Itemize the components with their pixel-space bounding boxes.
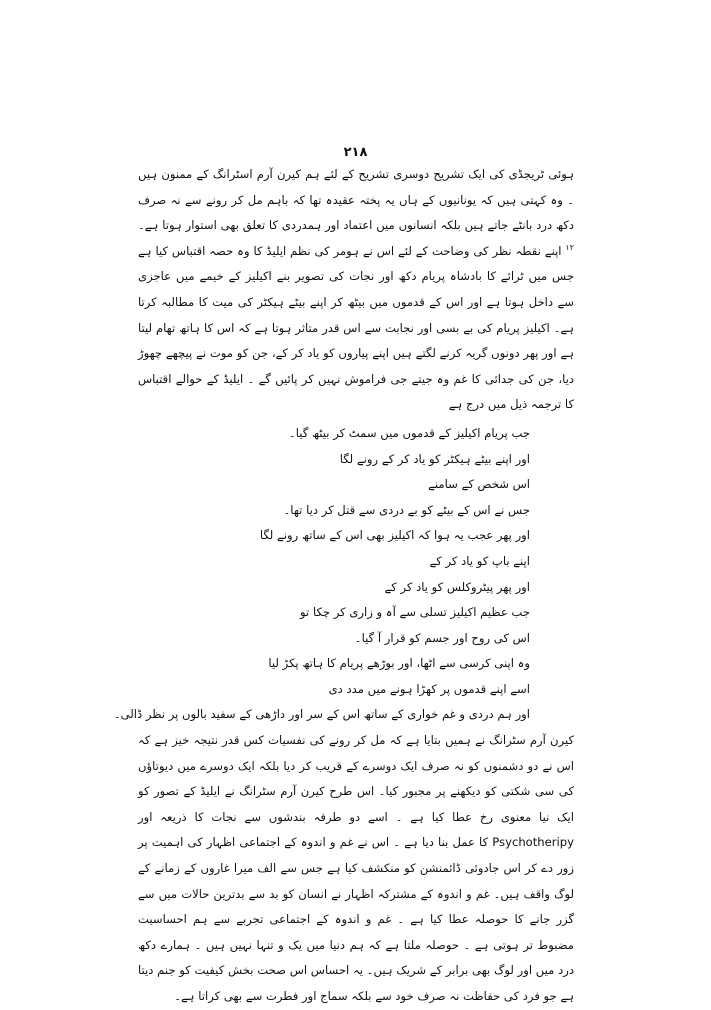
iliad-verse-translation bbox=[113, 421, 574, 728]
verse-line: جب عظیم اکیلیز تسلی سے آہ و زاری کر چکا تو bbox=[300, 605, 530, 620]
verse-line: جس نے اس کے بیٹے کو بے دردی سے قتل کر دیا تھا۔ bbox=[283, 502, 530, 517]
paragraph-intro bbox=[138, 162, 574, 418]
verse-line: اپنے باپ کو یاد کر کے bbox=[429, 553, 530, 568]
paragraph-commentary: کیرن آرم سٹرانگ نے ہمیں بتایا ہے کہ مل کر رونے کی نفسیات کس قدر نتیجہ خیز ہے کہ اس نے دو دشمنوں کو نہ صرف ایک دوسرے کے قریب کر دیا بلکہ ایک دوسرے میں دیوتاؤں کی سی شکتی کو دیکھنے پر مجبور کیا۔ اس طرح کیرن آرم سٹرانگ نے ایلیڈ کے تصور کو ایک نیا معنوی رخ عطا کیا ہے ۔ اسے دو طرفہ بندشوں سے نجات کا ذریعہ اور Psychotheripy کا عمل بنا دیا ہے ۔ اس نے غم و اندوہ کے اجتماعی اظہار کی اہمیت پر زور دے کر اس جادوئی ڈائمنشن کو منکشف کیا ہے جس سے الف میرا غاروں کے زمانے کے لوگ واقف ہیں۔ غم و اندوہ کے مشترکہ اظہار نے انسان کو بد سے بدترین حالات میں سے گزر جانے کا حوصلہ عطا کیا ہے ۔ غم و اندوہ کے اجتماعی تجربے سے ہم احساسیت مضبوط تر ہوتی ہے ۔ حوصلہ ملتا ہے کہ ہم دنیا میں یک و تنہا نہیں ہیں ۔ ہمارے دکھ درد میں اور لوگ بھی برابر کے شریک ہیں۔ یہ احساس اس صحت بخش کیفیت کو جنم دیتا ہے جو فرد کی حفاظت نہ صرف خود سے بلکہ سماج اور فطرت سے بھی کراتا ہے۔ bbox=[138, 733, 574, 1003]
verse-line: اور پھر پیٹروکلس کو یاد کر کے bbox=[384, 579, 530, 594]
verse-line: وہ اپنی کرسی سے اٹھا، اور بوڑھے پریام کا ہاتھ پکڑ لیا bbox=[268, 656, 530, 671]
page-body bbox=[113, 162, 575, 1010]
page-number: ۲۱۸ bbox=[343, 145, 368, 160]
footnote-marker: ۱۲ bbox=[565, 242, 575, 252]
verse-line: اس شخص کے سامنے bbox=[428, 477, 530, 492]
paragraph-intro-text-after-note: اپنے نقطہ نظر کی وضاحت کے لئے اس نے ہومر کی نظم ایلیڈ کا وہ حصہ اقتباس کیا ہے جس میں ٹرائے کا بادشاہ پریام دکھ اور نجات کی تصویر بنے اکیلیز کے خیمے میں عاجزی سے داخل ہوتا ہے اور اس کے قدموں میں بیٹھ کر اپنے بیٹے ہیکٹر کی میت کا مطالبہ کرتا ہے۔ اکیلیز پریام کی بے بسی اور نجابت سے اس قدر متاثر ہوتا ہے کہ اس کا ہاتھ تھام لیتا ہے اور پھر دونوں گریہ کرنے لگتے ہیں اپنے پیاروں کو یاد کر کے، جن کو موت نے پیچھے چھوڑ دیا، جن کی جدائی کا غم وہ جیتے جی فراموش نہیں کر پائیں گے ۔ ایلیڈ کے حوالے اقتباس کا ترجمہ ذیل میں درج ہے bbox=[138, 243, 574, 412]
verse-line: اور پھر عجب یہ ہوا کہ اکیلیز بھی اس کے ساتھ رونے لگا bbox=[259, 528, 530, 543]
verse-line: اس کی روح اور جسم کو قرار آ گیا۔ bbox=[354, 630, 530, 645]
verse-line: اور اپنے بیٹے ہیکٹر کو یاد کر کے رونے لگا bbox=[339, 451, 530, 466]
paragraph-intro-text-before-note: ہوئی ٹریجڈی کی ایک تشریح دوسری تشریح کے لئے ہم کیرن آرم اسٹرانگ کے ممنون ہیں ۔ وہ کہتی ہیں کہ یونانیوں کے ہاں یہ پختہ عقیدہ تھا کہ باہم مل کر رونے سے نہ صرف دکھ درد بانٹے جاتے ہیں بلکہ انسانوں میں اعتماد اور ہمدردی کا تعلق بھی استوار ہوتا ہے۔ bbox=[138, 167, 574, 233]
verse-line: اسے اپنے قدموں پر کھڑا ہونے میں مدد دی bbox=[328, 681, 530, 696]
verse-line: اور ہم دردی و غم خواری کے ساتھ اس کے سر اور داڑھی کے سفید بالوں پر نظر ڈالی۔ bbox=[113, 707, 530, 722]
verse-line: جب پریام اکیلیز کے قدموں میں سمٹ کر بیٹھ گیا۔ bbox=[288, 425, 530, 440]
